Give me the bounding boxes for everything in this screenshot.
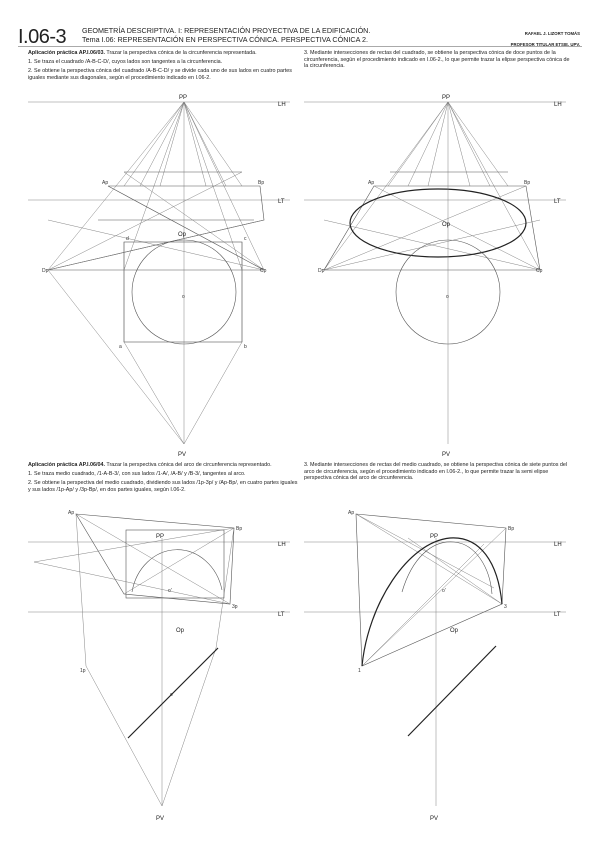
exercise1-step2: 2. Se obtiene la perspectiva cónica del cuadrado /A-B-C-D/ y se divide cada uno de sus lados en cuatro partes iguales mediante sus diagonales, según el procedimiento indicado en I.06-2.: [28, 67, 292, 81]
exercise1-text-right: [304, 50, 574, 72]
label-lt-2: LT: [554, 199, 561, 205]
label-d: d: [126, 236, 129, 242]
exercise2-heading: Aplicación práctica AP.I.06/04.: [28, 462, 106, 468]
label-dp: Dp: [42, 268, 49, 274]
plan-diagonal: [128, 648, 218, 738]
exercise1-heading-text: Trazar la perspectiva cónica de la circunferencia representada.: [106, 50, 257, 56]
label-o-2: o: [446, 294, 449, 300]
construction-rays-4: [356, 514, 506, 806]
label-3-4: 3: [504, 604, 507, 610]
exercise1-step3: 3. Mediante intersecciones de rectas del cuadrado, se obtiene la perspectiva cónica de doce puntos de la circunferencia, según el procedimiento indicado en I.06-2., lo que permite trazar la elipse perspectiva cónica de la circunferencia.: [304, 50, 570, 70]
label-lh-4: LH: [554, 542, 562, 548]
label-bp-2: Bp: [524, 180, 531, 186]
label-b: b: [244, 344, 247, 350]
exercise2-text-left: [28, 462, 300, 496]
label-bp: Bp: [258, 180, 265, 186]
label-o-3: o: [170, 692, 173, 698]
label-pv-3: PV: [156, 816, 165, 822]
author-role: PROFESOR TITULAR ETSIE. UPV.: [510, 42, 580, 47]
label-lh-3: LH: [278, 542, 286, 548]
label-ap-2: Ap: [368, 180, 375, 186]
figure-circle-construction: [28, 92, 296, 460]
figure-circle-ellipse: [304, 92, 572, 460]
perspective-half-square: [76, 514, 234, 604]
exercise2-heading-text: Trazar la perspectiva cónica del arco de circunferencia representado.: [106, 462, 272, 468]
exercise2-step2: 2. Se obtiene la perspectiva del medio cuadrado, dividiendo sus lados /1p-3p/ y /Ap-Bp/, en cuatro partes iguales y sus lados /1p-Ap/ y /3p-Bp/, en dos partes iguales, según I.06-2.: [28, 479, 298, 493]
exercise2-step3: 3. Mediante intersecciones de rectas del medio cuadrado, se obtiene la perspectiva cónica de siete puntos del arco de circunferencia, según el procedimiento indicado en I.06-2., lo que permite trazar la semi elipse perspectiva cónica del arco de circunferencia.: [304, 462, 568, 482]
label-lh-2: LH: [554, 102, 562, 108]
label-lt-4: LT: [554, 612, 561, 618]
label-op: Op: [178, 232, 187, 238]
title-line-1: GEOMETRÍA DESCRIPTIVA. I: REPRESENTACIÓN PROYECTIVA DE LA EDIFICACIÓN.: [82, 26, 371, 35]
label-bp-3: Bp: [236, 526, 243, 532]
figure-arc-ellipse: [304, 508, 572, 824]
label-ap: Ap: [102, 180, 109, 186]
label-3p: 3p: [232, 604, 238, 610]
plan-diagonal-4: [408, 646, 496, 736]
label-cp-2: Cp: [536, 268, 543, 274]
exercise1-text-left: [28, 50, 300, 84]
label-pv: PV: [178, 452, 187, 458]
figure-arc-construction: [28, 508, 296, 824]
label-1p: 1p: [80, 668, 86, 674]
label-c: c: [244, 236, 247, 242]
label-lt: LT: [278, 199, 285, 205]
exercise1-heading: Aplicación práctica AP.I.06/03.: [28, 50, 106, 56]
author-name: RAFAEL J. LIZORT TOMÁS: [524, 31, 580, 36]
half-square-box: [126, 530, 224, 598]
label-o-prime-3: o': [168, 588, 172, 594]
label-lh: LH: [278, 102, 286, 108]
title-line-2: Tema I.06: REPRESENTACIÓN EN PERSPECTIVA CÓNICA. PERSPECTIVA CÓNICA 2.: [82, 35, 368, 44]
label-cp: Cp: [260, 268, 267, 274]
label-pp-2: PP: [442, 95, 451, 101]
label-lt-3: LT: [278, 612, 285, 618]
exercise2-step1: 1. Se traza medio cuadrado, /1-A-B-3/, con sus lados /1-A/, /A-B/ y /B-3/, tangentes al arco.: [28, 470, 246, 477]
sheet-code: I.06-3: [18, 26, 67, 48]
label-pv-2: PV: [442, 452, 451, 458]
label-pp-4: PP: [430, 534, 439, 540]
label-dp-2: Dp: [318, 268, 325, 274]
label-ap-4: Ap: [348, 510, 355, 516]
label-bp-4: Bp: [508, 526, 515, 532]
label-a: a: [119, 344, 122, 350]
perspective-square: [48, 186, 264, 270]
label-pv-4: PV: [430, 816, 439, 822]
half-ellipse-path: [362, 538, 502, 666]
plan-square: [124, 242, 242, 342]
label-op-3: Op: [176, 628, 185, 634]
label-ap-3: Ap: [68, 510, 75, 516]
exercise1-step1: 1. Se traza el cuadrado /A-B-C-D/, cuyos lados son tangentes a la circunferencia.: [28, 58, 223, 65]
label-op-2: Op: [442, 222, 451, 228]
label-o: o: [182, 294, 185, 300]
label-op-4: Op: [450, 628, 459, 634]
header-divider: [18, 46, 582, 47]
exercise2-text-right: [304, 462, 574, 484]
label-1-4: 1: [358, 668, 361, 674]
sheet-title: [82, 26, 370, 44]
construction-rays-3: [34, 514, 234, 806]
perspective-ellipse: [350, 189, 526, 257]
label-pp-3: PP: [156, 534, 165, 540]
arc-path: [132, 550, 222, 592]
label-pp: PP: [179, 95, 188, 101]
label-o-prime-4: o': [442, 588, 446, 594]
